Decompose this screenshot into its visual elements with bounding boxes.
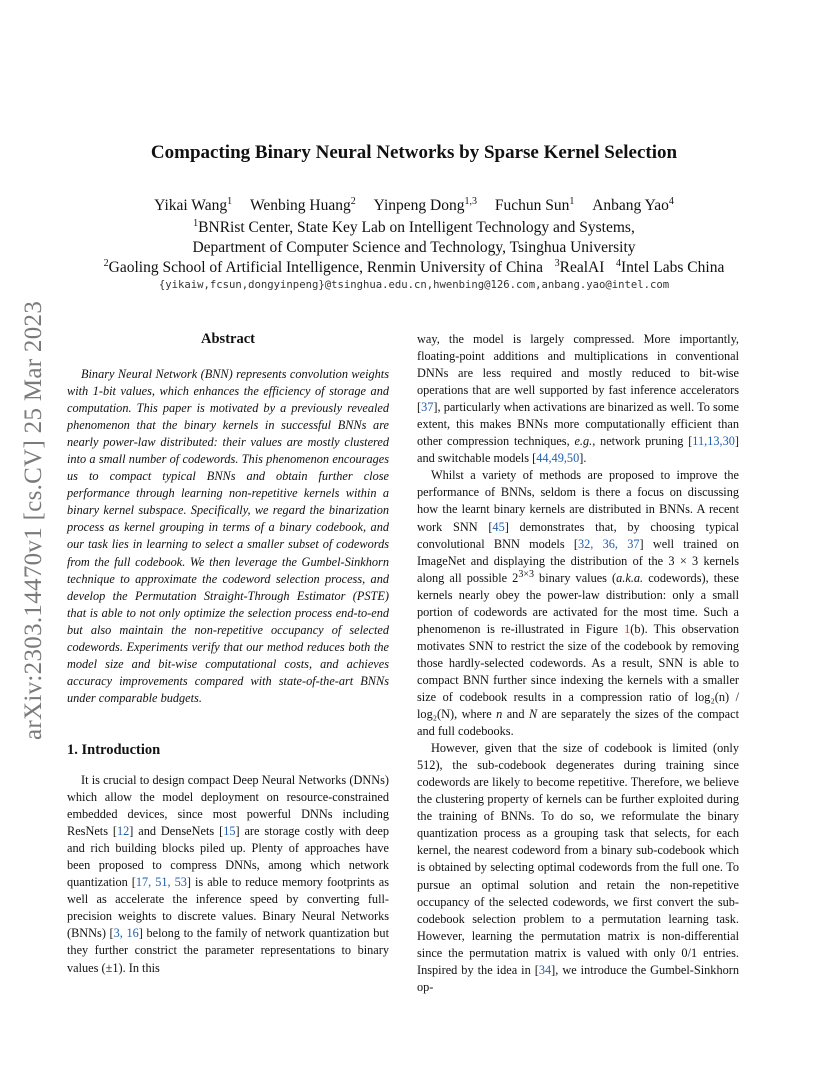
abstract-body: Binary Neural Network (BNN) represents convolution weights with 1-bit values, which enhances the efficiency of storage and computation. This paper is motivated by a previously revealed phenomenon that the binary kernels in successful BNNs are nearly power-law distributed: their values are mostly clustered into a small number of codewords. This phenomenon encourages us to compact typical BNNs and obtain further close performance through learning non-repetitive kernels within a binary kernel subspace. Specifically, we regard the binarization process as kernel grouping in terms of a binary codebook, and our task lies in learning to select a smaller subset of codewords from the full codebook. We then leverage the Gumbel-Sinkhorn technique to approximate the codeword selection process, and develop the Permutation Straight-Through Estimator (PSTE) that is able to not only optimize the selection process end-to-end but also maintain the non-repetitive occupancy of selected codewords. Experiments verify that our method reduces both the model size and bit-wise computational costs, and achieves accuracy improvements compared with state-of-the-art BNNs under comparable budgets. bbox=[67, 367, 389, 705]
author: Wenbing Huang$^2$ bbox=[249, 195, 356, 214]
citation-link[interactable]: 32, 36, 37 bbox=[577, 536, 640, 551]
abstract-heading: Abstract bbox=[201, 331, 255, 347]
body-paragraph: Whilst a variety of methods are proposed to improve the performance of BNNs, seldom is there a focus on discussing how the learnt binary kernels are distributed in BNNs. A recent work SNN [45] demonstrates that, by choosing typical convolutional BNN models [32, 36, 37] well trained on ImageNet and displaying the distribution of the 3 × 3 kernels along all possible $2^{3\times 3}$ binary values (a.k.a. codewords), these kernels nearly obey the power-law distribution: only a small portion of codewords are activated for the most time. Such a phenomenon is re-illustrated in Figure 1(b). This observation motivates SNN to restrict the size of the codebook by removing those hardly-selected codewords. As a result, SNN is able to compact BNN further since indexing the kernels with a smaller size of codebook results in a compression ratio of log₂(n) / log₂(N), where n and N are separately the sizes of the compact and full codebooks. bbox=[417, 468, 740, 739]
math-expression: $2^{3\times 3}$ bbox=[512, 568, 534, 585]
body-paragraph: However, given that the size of codebook is limited (only 512), the sub-codebook degenerates during training since codewords are likely to become repetitive. Therefore, we believe the clustering property of kernels can be further exploited during the training of BNNs. To do so, we reformulate the binary quantization process as a grouping task that selects, for each kernel, the nearest codeword from a binary sub-codebook which is obtained by selecting optimal codewords from the full one. To pursue an optimal solution and retain the non-repetitive occupancy of the selected codewords, we first convert the sub-codebook selection problem to a permutation learning task. However, learning the permutation matrix is non-differential since the permutation matrix is valued with only 0/1 entries. Inspired by the idea in [34], we introduce the Gumbel-Sinkhorn op- bbox=[417, 741, 739, 994]
author: Fuchun Sun$^1$ bbox=[494, 195, 575, 214]
math-expression: 3 × 3 bbox=[668, 553, 699, 568]
right-column bbox=[417, 331, 739, 996]
math-variable: n bbox=[496, 707, 503, 722]
citation-link[interactable]: 11,13,30 bbox=[692, 434, 735, 449]
author-list bbox=[90, 195, 738, 217]
author: Yikai Wang$^1$ bbox=[154, 195, 233, 214]
citation-link[interactable]: 45 bbox=[492, 519, 505, 534]
citation-link[interactable]: 12 bbox=[116, 824, 130, 839]
citation-link[interactable]: 15 bbox=[223, 824, 236, 839]
math-expression: log₂(n) / log₂(N) bbox=[417, 689, 739, 722]
citation-link[interactable]: 3, 16 bbox=[113, 926, 139, 941]
author: Anbang Yao$^4$ bbox=[592, 195, 674, 214]
math-variable: N bbox=[528, 707, 538, 722]
arxiv-side-stamp: arXiv:2303.14470v1 [cs.CV] 25 Mar 2023 bbox=[20, 300, 47, 740]
paper-title: Compacting Binary Neural Networks by Sparse Kernel Selection bbox=[150, 142, 678, 163]
author-emails: {yikaiw,fcsun,dongyinpeng}@tsinghua.edu.cn,hwenbing@126.com,anbang.yao@intel.com bbox=[158, 279, 670, 291]
citation-link[interactable]: 34 bbox=[538, 962, 552, 977]
section-heading-introduction: 1. Introduction bbox=[67, 742, 161, 758]
citation-link[interactable]: 17, 51, 53 bbox=[135, 875, 187, 890]
author: Yinpeng Dong$^{1,3}$ bbox=[373, 195, 477, 214]
introduction-paragraph: It is crucial to design compact Deep Neural Networks (DNNs) which allow the model deployment on resource-constrained embedded devices, since most powerful DNNs including ResNets [12] and DenseNets [15] are storage costly with deep and rich building blocks piled up. Plenty of approaches have been proposed to compress DNNs, among which network quantization [17, 51, 53] is able to reduce memory footprints as well as accelerate the inference speed by converting full-precision weights to discrete values. Binary Neural Networks (BNNs) [3, 16] belong to the family of network quantization but they further constrict the parameter representations to binary values (±1). In this bbox=[67, 773, 390, 975]
figure-link[interactable]: 1 bbox=[624, 621, 631, 636]
affiliation-line-2: Department of Computer Science and Technology, Tsinghua University bbox=[192, 239, 636, 256]
citation-link[interactable]: 37 bbox=[421, 400, 434, 415]
affiliation-line-3: $^2$Gaoling School of Artificial Intelligence, Renmin University of China $^3$RealAI $^4$Intel Labs China bbox=[103, 257, 725, 276]
body-paragraph: way, the model is largely compressed. More importantly, floating-point additions and multiplications in conventional DNNs are less required and mostly reduced to bit-wise operations that are well supported by fast inference accelerators [37], particularly when activations are binarized as well. To some extent, this makes BNNs more computationally efficient than other compression techniques, e.g., network pruning [11,13,30] and switchable models [44,49,50]. bbox=[417, 332, 739, 466]
affiliation-line-1: $^1$BNRist Center, State Key Lab on Intelligent Technology and Systems, bbox=[193, 217, 635, 236]
citation-link[interactable]: 44,49,50 bbox=[536, 451, 580, 466]
